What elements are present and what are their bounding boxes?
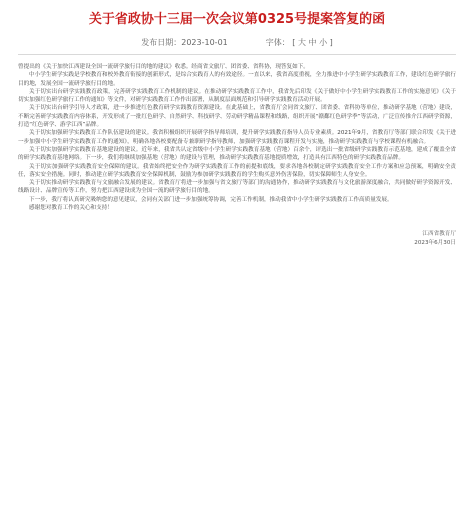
paragraph: 关于切实出台研学引导人才政策，进一步推进红色教育研学实践教育资源建设。在此基础上，省教育厅会同省文旅厅、团省委、省科协等单位，推动研学基地（营地）建设，不断完善研学实践教育内容体系，开发形成了一批红色研学、自然研学、科技研学、劳动研学精品课程和线路，组织开展“赣鄱红色研学季”等活动，广泛宣传推介江西研学资源，打造“红色研学、游学江西”品牌。 <box>18 105 456 129</box>
document-title: 关于省政协十三届一次会议第0325号提案答复的函 <box>88 12 386 27</box>
publish-date-label: 发布日期： <box>141 38 182 47</box>
paragraph: 关于切实出台研学实践教育政策，完善研学实践教育工作机制的建议。在推动研学实践教育工作中，我省先后印发《关于做好中小学生研学实践教育工作的实施意见》《关于切实加强红色研学旅行工作的通知》等文件，对研学实践教育工作作出部署，从制度层面规范和引导研学实践教育活动开展。 <box>18 88 456 104</box>
paragraph: 关于切实推动研学实践教育与文旅融合发展的建议。省教育厅将进一步加强与省文旅厅等部门的沟通协作，推动研学实践教育与文化旅游深度融合，共同做好研学资源开发、线路设计、品牌宣传等工作，努力把江西建设成为全国一流的研学旅行目的地。 <box>18 180 456 195</box>
publish-date-value: 2023-10-01 <box>181 38 228 47</box>
bracket-open: [ <box>292 38 296 47</box>
paragraph: 关于切实加强研学实践教育安全保障的建议。我省始终把安全作为研学实践教育工作的前提和底线，要求各地各校制定研学实践教育安全工作方案和应急预案，明确安全责任，落实安全措施。同时，推动建立研学实践教育安全保障机制，鼓励为参加研学实践教育的学生购买意外伤害保险，切实保障师生人身安全。 <box>18 163 456 178</box>
font-size-large-button[interactable]: 大 <box>297 38 306 47</box>
paragraph: 下一步，我厅将认真研究吸纳您的意见建议，会同有关部门进一步加强统筹协调，完善工作机制，推动我省中小学生研学实践教育工作高质量发展。 <box>29 196 393 203</box>
bracket-close: ] <box>329 38 333 47</box>
font-size-small-button[interactable]: 小 <box>319 38 328 47</box>
paragraph: 感谢您对教育工作的关心和支持！ <box>29 205 113 212</box>
divider <box>18 54 456 55</box>
signoff-org: 江西省教育厅 <box>422 231 456 238</box>
document-body <box>18 63 456 247</box>
font-size-medium-button[interactable]: 中 <box>308 38 317 47</box>
paragraph: 关于切实加强研学实践教育工作队伍建设的建议。我省积极组织开展研学指导师培训，提升研学实践教育指导人员专业素质。2021年9月，省教育厅等部门联合印发《关于进一步加强中小学生研学实践教育工作的通知》，明确各地各校要配备专兼职研学指导教师，加强研学实践教育课程开发与实施，推动研学实践教育与学校课程有机融合。 <box>18 130 456 145</box>
paragraph: 中小学生研学实践是学校教育和校外教育衔接的创新形式，是综合实践育人的有效途径。一直以来，我省高度重视，全力推进中小学生研学实践教育工作，建设红色研学旅行目的地，发展全国一流研学旅行目的地。 <box>18 72 456 87</box>
font-size-label: 字体： <box>265 38 290 47</box>
meta-bar <box>18 38 456 48</box>
paragraph: 关于切实加强研学实践教育基地建设的建议。近年来，我省共认定省级中小学生研学实践教育基地（营地）百余个，评选出一批省级研学实践教育示范基地，建成了覆盖全省的研学实践教育基地网络。下一步，我们将继续加强基地（营地）的建设与管理，推动研学实践教育基地提质增效，打造具有江西特色的研学实践教育品牌。 <box>18 146 456 162</box>
signoff-date: 2023年6月30日 <box>414 239 456 246</box>
paragraph: 曾提出的《关于加快江西建设全国一流研学旅行目的地的建议》收悉。经商省文旅厅、团省委、省科协，现答复如下。 <box>18 64 309 70</box>
font-size-controls <box>266 38 333 48</box>
publish-date <box>141 38 228 48</box>
